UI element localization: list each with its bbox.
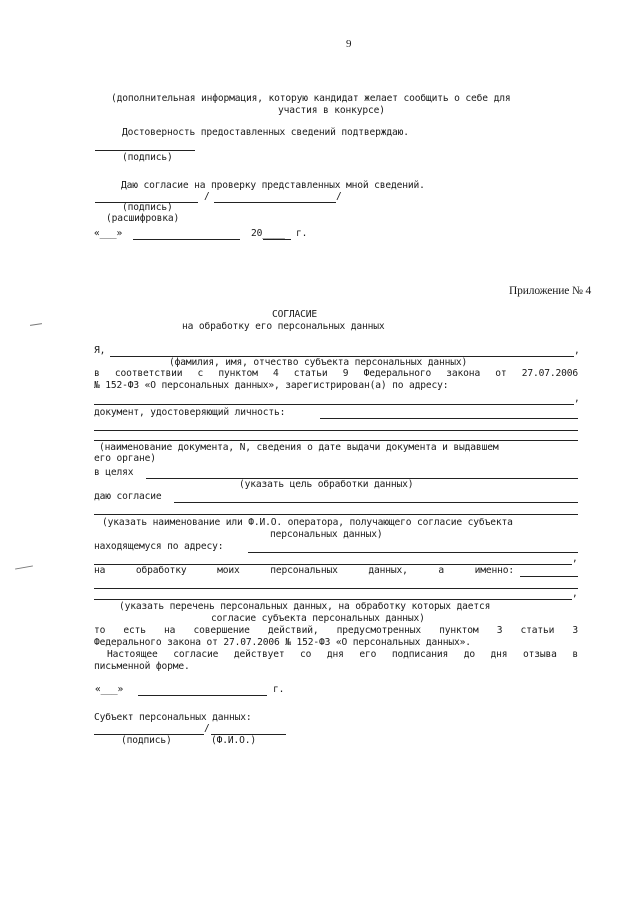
processing-label: на обработку моих персональных данных, а именно: xyxy=(94,565,514,576)
identity-doc-caption-1: (наименование документа, N, сведения о дате выдачи документа и выдавшем xyxy=(99,442,499,453)
identity-doc-line-2 xyxy=(94,430,578,431)
operator-line-2 xyxy=(94,514,578,515)
date-year-suffix: г. xyxy=(296,228,308,239)
date-year-suffix: г. xyxy=(273,684,285,695)
scan-margin-mark xyxy=(30,323,42,326)
operator-address-line-1 xyxy=(248,552,578,553)
consent-title: СОГЛАСИЕ xyxy=(272,309,318,320)
date-day: «___» xyxy=(94,228,123,239)
identity-doc-label: документ, удостоверяющий личность: xyxy=(94,407,286,418)
operator-line-1 xyxy=(174,502,578,503)
ya-label: Я, xyxy=(94,345,106,356)
signature-caption-2: (подпись) xyxy=(122,202,173,213)
law-reference-line-2: № 152-ФЗ «О персональных данных», зарегистрирован(а) по адресу: xyxy=(94,380,449,391)
slash: / xyxy=(336,191,342,202)
comma: , xyxy=(574,345,580,356)
comma: , xyxy=(574,393,580,404)
consent-check-text: Даю согласие на проверку представленных мной сведений. xyxy=(121,180,425,191)
identity-doc-line-3 xyxy=(94,440,578,441)
decoding-line xyxy=(214,202,336,203)
fio-caption: (фамилия, имя, отчество субъекта персональных данных) xyxy=(169,357,468,368)
subject-fio-caption: (Ф.И.О.) xyxy=(211,735,257,746)
page-number: 9 xyxy=(346,38,352,50)
signature-line xyxy=(95,150,195,151)
purpose-label: в целях xyxy=(94,467,134,478)
purpose-caption: (указать цель обработки данных) xyxy=(239,479,414,490)
operator-caption-2: персональных данных) xyxy=(270,529,383,540)
actions-line-2: Федерального закона от 27.07.2006 № 152-ФЗ «О персональных данных». xyxy=(94,637,471,648)
validity-line-1: Настоящее согласие действует со дня его подписания до дня отзыва в xyxy=(107,649,578,660)
confirm-text: Достоверность предоставленных сведений подтверждаю. xyxy=(122,127,409,138)
date-line xyxy=(138,695,267,696)
decoding-caption: (расшифровка) xyxy=(106,213,180,224)
law-reference-line-1: в соответствии с пунктом 4 статьи 9 Федерального закона от 27.07.2006 xyxy=(94,368,578,379)
address-line xyxy=(94,404,574,405)
data-list-caption-2: согласие субъекта персональных данных) xyxy=(211,613,425,624)
consent-subtitle: на обработку его персональных данных xyxy=(182,321,385,332)
additional-info-line-2: участия в конкурсе) xyxy=(278,105,385,116)
date-day: «___» xyxy=(95,684,124,695)
comma: , xyxy=(572,588,578,599)
subject-label: Субъект персональных данных: xyxy=(94,712,252,723)
scan-margin-mark xyxy=(15,565,33,569)
slash: / xyxy=(204,191,210,202)
identity-doc-caption-2: его органе) xyxy=(94,453,156,464)
subject-signature-caption: (подпись) xyxy=(121,735,172,746)
appendix-label: Приложение № 4 xyxy=(509,285,592,297)
validity-line-2: письменной форме. xyxy=(94,661,190,672)
data-list-line-1 xyxy=(520,576,578,577)
signature-caption: (подпись) xyxy=(122,152,173,163)
data-list-caption-1: (указать перечень персональных данных, на обработку которых дается xyxy=(119,601,491,612)
slash: / xyxy=(204,723,210,734)
operator-address-label: находящемуся по адресу: xyxy=(94,541,224,552)
consent-label: даю согласие xyxy=(94,491,162,502)
actions-line-1: то есть на совершение действий, предусмотренных пунктом 3 статьи 3 xyxy=(94,625,578,636)
operator-caption-1: (указать наименование или Ф.И.О. оператора, получающего согласие субъекта xyxy=(102,517,513,528)
data-list-line-2 xyxy=(94,588,578,589)
date-year-line xyxy=(263,239,291,240)
data-list-line-3 xyxy=(94,599,572,600)
identity-doc-line-1 xyxy=(320,418,578,419)
date-month-line xyxy=(133,239,240,240)
comma: , xyxy=(572,553,578,564)
date-year: 20____ xyxy=(251,228,285,239)
additional-info-line-1: (дополнительная информация, которую кандидат желает сообщить о себе для xyxy=(111,93,511,104)
